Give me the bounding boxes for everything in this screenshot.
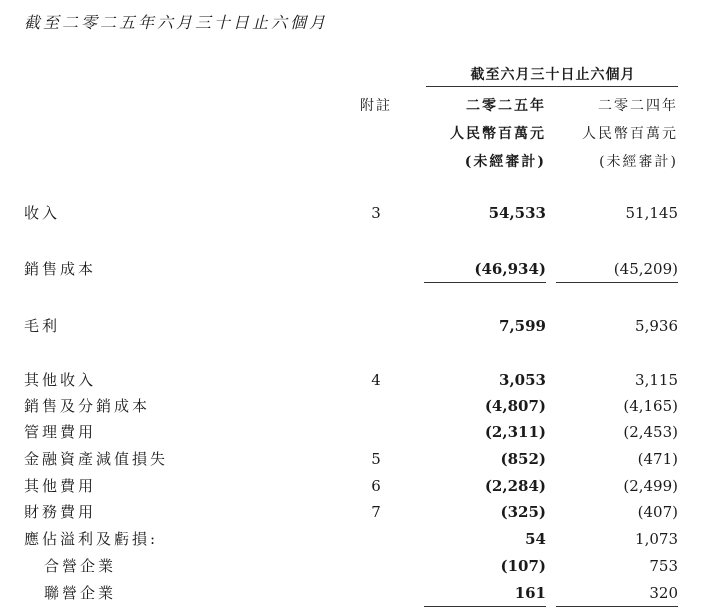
table-row <box>0 419 710 445</box>
current-audit-status: (未經審計) <box>464 154 546 170</box>
row-label: 應佔溢利及虧損: <box>24 530 159 548</box>
current-value: 3,053 <box>499 371 546 389</box>
table-row <box>0 580 710 606</box>
prior-value: 3,115 <box>635 371 678 389</box>
prior-value: 51,145 <box>625 204 678 222</box>
prior-value: (407) <box>637 503 678 521</box>
current-value: 54 <box>525 530 546 548</box>
subtotal-rule <box>424 606 546 607</box>
column-group-underline <box>426 86 678 87</box>
current-value: (852) <box>500 450 546 468</box>
table-row <box>0 367 710 393</box>
row-note: 3 <box>371 204 381 222</box>
row-label: 收入 <box>24 204 61 222</box>
prior-value: 1,073 <box>635 530 678 548</box>
current-value: 7,599 <box>499 317 546 335</box>
row-label: 管理費用 <box>24 423 97 441</box>
row-label: 毛利 <box>24 317 61 335</box>
subtotal-rule <box>556 606 678 607</box>
table-row <box>0 256 710 282</box>
current-value: (2,284) <box>484 477 546 495</box>
current-value: (46,934) <box>474 260 546 278</box>
prior-year-header: 二零二四年 <box>598 98 678 114</box>
row-note: 4 <box>371 371 381 389</box>
current-value: (107) <box>500 557 546 575</box>
row-label: 聯營企業 <box>44 584 117 602</box>
current-value: 161 <box>514 584 546 602</box>
prior-value: 5,936 <box>635 317 678 335</box>
current-currency-header: 人民幣百萬元 <box>450 126 546 142</box>
subtotal-rule <box>424 282 546 283</box>
current-value: (2,311) <box>484 423 546 441</box>
prior-value: (4,165) <box>623 397 678 415</box>
row-label: 銷售成本 <box>24 260 97 278</box>
table-row <box>0 393 710 419</box>
current-value: (4,807) <box>484 397 546 415</box>
table-row <box>0 526 710 552</box>
table-row <box>0 200 710 226</box>
row-note: 5 <box>371 450 381 468</box>
prior-value: (471) <box>637 450 678 468</box>
row-label: 財務費用 <box>24 503 97 521</box>
current-year-header: 二零二五年 <box>466 98 546 114</box>
row-note: 7 <box>371 503 381 521</box>
row-label: 銷售及分銷成本 <box>24 397 151 415</box>
table-row <box>0 446 710 472</box>
subtotal-rule <box>556 282 678 283</box>
prior-value: 320 <box>649 584 678 602</box>
row-note: 6 <box>371 477 381 495</box>
table-row <box>0 553 710 579</box>
current-value: 54,533 <box>488 204 546 222</box>
prior-value: 753 <box>649 557 678 575</box>
table-row <box>0 473 710 499</box>
period-title: 截至二零二五年六月三十日止六個月 <box>24 13 329 32</box>
table-row <box>0 499 710 525</box>
prior-audit-status: (未經審計) <box>599 154 678 170</box>
note-column-header: 附註 <box>360 98 392 114</box>
column-group-header: 截至六月三十日止六個月 <box>470 67 636 83</box>
row-label: 其他費用 <box>24 477 97 495</box>
prior-value: (2,453) <box>623 423 678 441</box>
current-value: (325) <box>500 503 546 521</box>
prior-currency-header: 人民幣百萬元 <box>582 126 678 142</box>
table-row <box>0 313 710 339</box>
row-label: 金融資產減值損失 <box>24 450 169 468</box>
row-label: 合營企業 <box>44 557 117 575</box>
row-label: 其他收入 <box>24 371 97 389</box>
prior-value: (45,209) <box>613 260 678 278</box>
prior-value: (2,499) <box>623 477 678 495</box>
